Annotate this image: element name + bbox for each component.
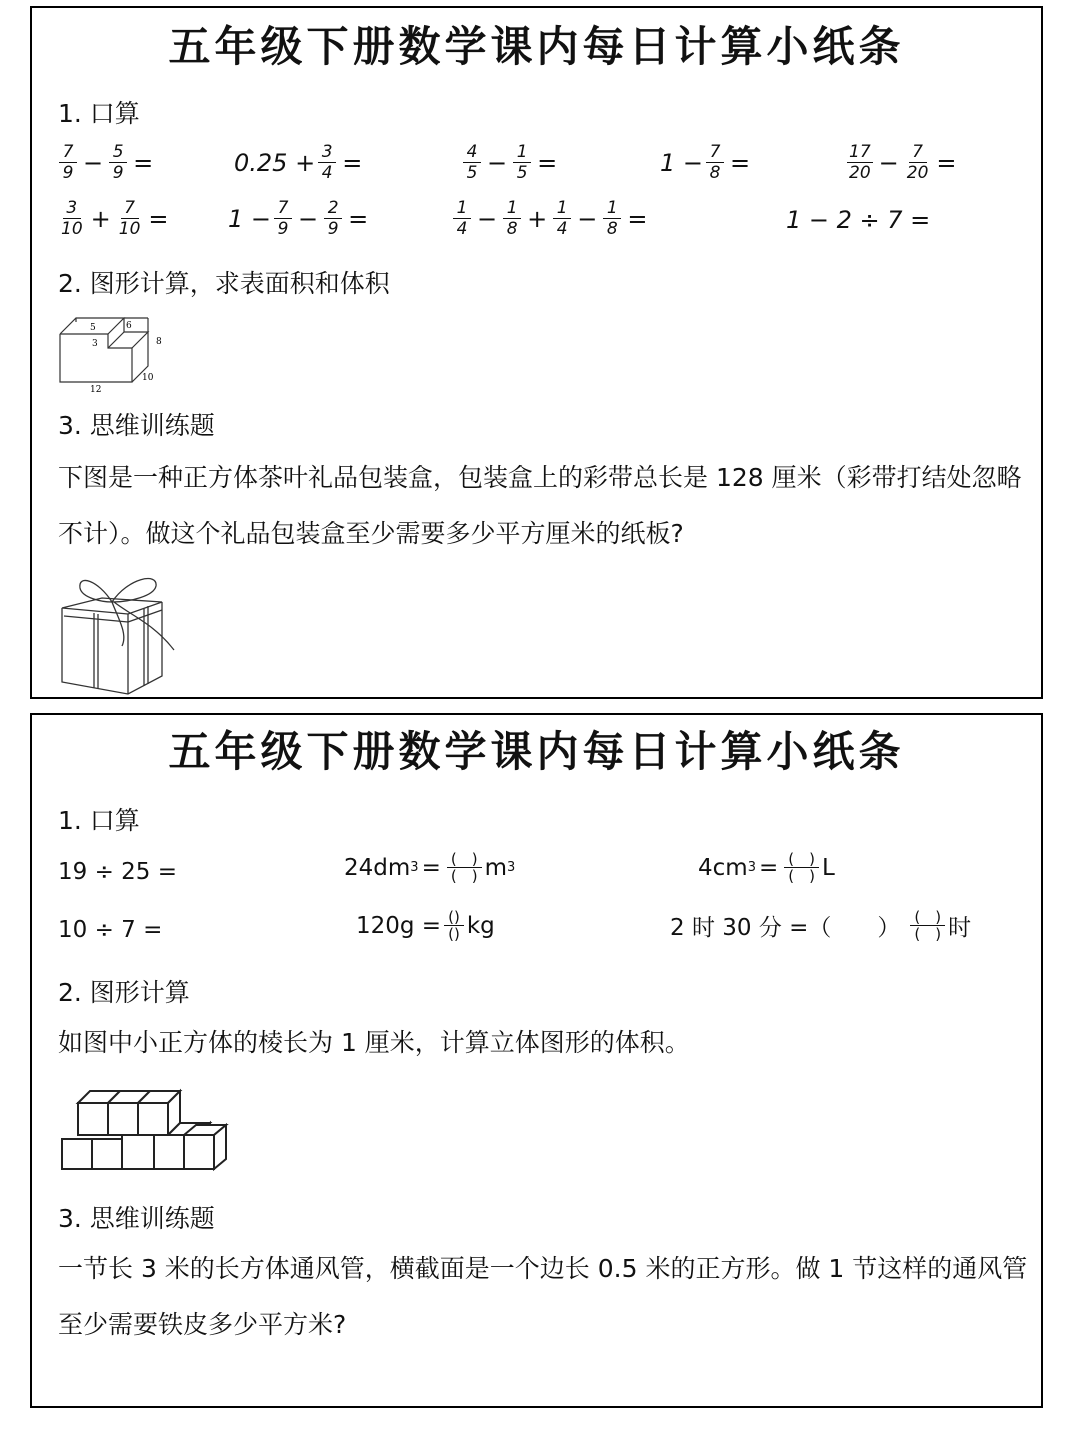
expr-r1-2: 0.25 + $\frac{3}{4}$ = [234, 142, 363, 183]
expr-r1-1: $\frac{7}{9}$ − $\frac{5}{9}$ = [56, 142, 156, 183]
fraction: $\frac{7}{8}$ [706, 142, 724, 183]
expr-10-div-7: 10 ÷ 7 = [58, 917, 163, 943]
label-6: 6 [126, 321, 132, 331]
section-oral-calc: 1. 口算 [58, 99, 140, 128]
section-oral-calc: 1. 口算 [58, 806, 140, 835]
stacked-cubes-figure [60, 1081, 236, 1179]
fraction: $\frac{3}{4}$ [318, 142, 336, 183]
section-thinking: 3. 思维训练题 [58, 1204, 215, 1233]
fraction: $\frac{1}{8}$ [503, 198, 521, 239]
fraction: $\frac{2}{9}$ [324, 198, 342, 239]
expr-cm3-to-l: 4cm 3 = $\frac{( )}{( )}$ L [698, 850, 835, 885]
blank-fraction[interactable]: $\frac{( )}{( )}$ [447, 851, 482, 884]
expr-r1-3: $\frac{4}{5}$ − $\frac{1}{5}$ = [460, 142, 560, 183]
label-8: 8 [156, 337, 162, 347]
fraction: $\frac{5}{9}$ [109, 142, 127, 183]
gift-box-figure [58, 564, 178, 696]
section-figure-calc: 2. 图形计算 [58, 978, 190, 1007]
label-5: 5 [90, 323, 96, 333]
expr-r1-5: $\frac{17}{20}$ − $\frac{7}{20}$ = [849, 142, 957, 183]
expr-r1-4: 1 − $\frac{7}{8}$ = [660, 142, 751, 183]
section-thinking: 3. 思维训练题 [58, 411, 215, 440]
section-figure-calc: 2. 图形计算，求表面积和体积 [58, 269, 390, 298]
expr-dm3-to-m3: 24dm 3 = $\frac{( )}{( )}$ m 3 [344, 850, 516, 885]
fraction: $\frac{1}{8}$ [603, 198, 621, 239]
label-3: 3 [92, 339, 98, 349]
fraction: $\frac{7}{20}$ [906, 142, 929, 183]
l-shape-box-figure [56, 308, 168, 394]
fraction: $\frac{3}{10}$ [61, 198, 83, 239]
blank-fraction[interactable]: $\frac{( )}{( )}$ [784, 851, 819, 884]
expr-g-to-kg: 120g = $\frac{()}{()}$ kg [356, 908, 495, 943]
card-title: 五年级下册数学课内每日计算小纸条 [168, 727, 905, 776]
problem-text: 下图是一种正方体茶叶礼品包装盒，包装盒上的彩带总长是 128 厘米（彩带打结处忽略不计）。做这个礼品包装盒至少需要多少平方厘米的纸板? [58, 463, 1022, 548]
expr-r2-3: $\frac{1}{4}$ − $\frac{1}{8}$ + $\frac{1}{4}$ − $\frac{1}{8}$ = [450, 198, 650, 239]
worksheet-card-1 [30, 6, 1043, 699]
figure-instruction: 如图中小正方体的棱长为 1 厘米，计算立体图形的体积。 [58, 1028, 690, 1057]
fraction: $\frac{1}{4}$ [553, 198, 571, 239]
expr-r2-2: 1 − $\frac{7}{9}$ − $\frac{2}{9}$ = [228, 198, 369, 239]
worksheet-card-2 [30, 713, 1043, 1408]
problem-text: 一节长 3 米的长方体通风管，横截面是一个边长 0.5 米的正方形。做 1 节这样的通风管至少需要铁皮多少平方米? [58, 1254, 1028, 1339]
fraction: $\frac{7}{9}$ [274, 198, 292, 239]
expr-hours: 2 时 30 分 =（ ） $\frac{( )}{( )}$ 时 [670, 908, 972, 943]
fraction: $\frac{1}{5}$ [513, 142, 531, 183]
label-12: 12 [90, 385, 102, 394]
fraction: $\frac{1}{4}$ [453, 198, 471, 239]
fraction: $\frac{7}{10}$ [118, 198, 141, 239]
label-10: 10 [142, 373, 154, 383]
expr-r2-1: $\frac{3}{10}$ + $\frac{7}{10}$ = [61, 198, 169, 239]
fraction: $\frac{17}{20}$ [849, 142, 871, 183]
fraction: $\frac{7}{9}$ [59, 142, 77, 183]
expr-19-div-25: 19 ÷ 25 = [58, 859, 178, 885]
blank-fraction[interactable]: $\frac{( )}{( )}$ [910, 909, 945, 942]
card-title: 五年级下册数学课内每日计算小纸条 [168, 22, 905, 71]
fraction: $\frac{4}{5}$ [463, 142, 481, 183]
blank-fraction[interactable]: $\frac{()}{()}$ [444, 909, 464, 942]
expr-r2-4: 1 − 2 ÷ 7 = [786, 206, 931, 234]
